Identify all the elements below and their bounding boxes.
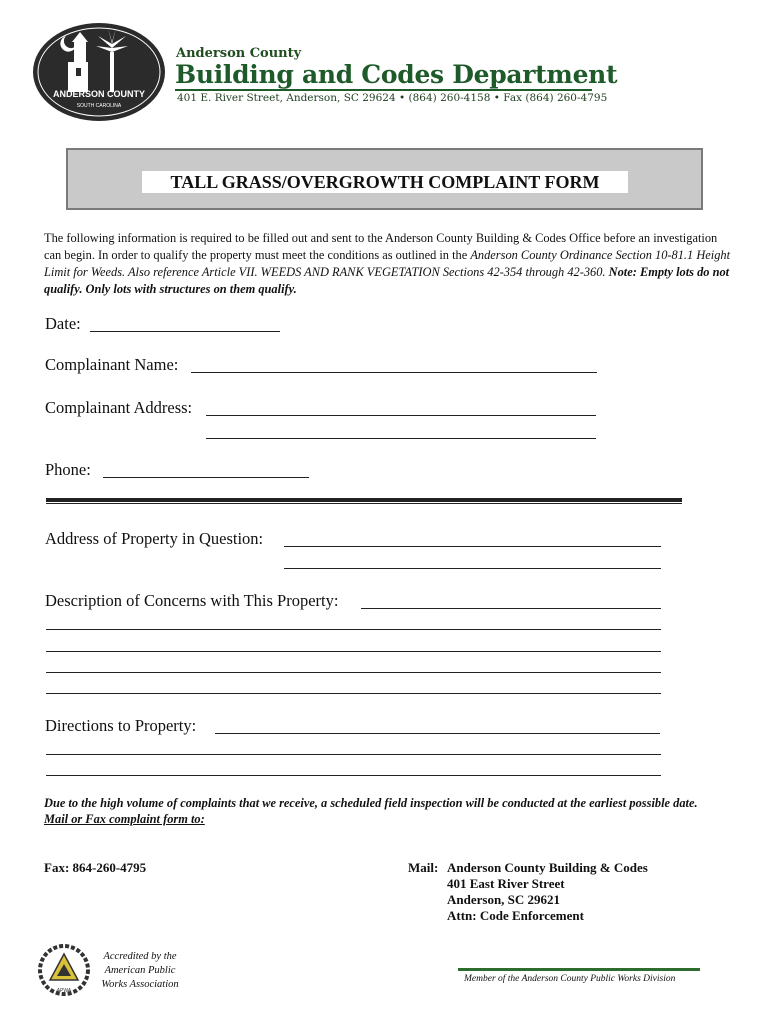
accreditation-text: Accredited by the American Public Works Association (101, 951, 179, 990)
property-address-line-1[interactable] (284, 546, 661, 547)
phone-line[interactable] (103, 477, 309, 478)
mail-address (447, 860, 648, 924)
intro-text: The following information is required to be filled out and sent to the Anderson County Building & Codes Office before an investigation can begin. In order to qualify the property must meet the conditions as outlined in the (44, 231, 718, 262)
date-line[interactable] (90, 331, 280, 332)
header-address: 401 E. River Street, Anderson, SC 29624 • (864) 260-4158 • Fax (864) 260-4795 (177, 92, 608, 104)
header-rule (175, 89, 592, 91)
complainant-address-line-2[interactable] (206, 438, 596, 439)
phone-label: Phone: (45, 460, 91, 479)
directions-label: Directions to Property: (45, 716, 197, 735)
mail-label: Mail: (408, 860, 439, 875)
directions-line-2[interactable] (46, 754, 661, 755)
complainant-name-label: Complainant Name: (45, 355, 179, 374)
apwa-logo (38, 944, 90, 996)
seal-subtext: SOUTH CAROLINA (76, 103, 122, 109)
concerns-label: Description of Concerns with This Property: (45, 591, 339, 610)
mail-line-1: Anderson County Building & Codes (447, 860, 648, 875)
complainant-address-label: Complainant Address: (45, 398, 193, 417)
intro-paragraph (44, 230, 734, 298)
mail-line-4: Attn: Code Enforcement (447, 908, 584, 923)
apwa-logo-text: APWA (56, 988, 72, 994)
complainant-address-line-1[interactable] (206, 415, 596, 416)
mail-line-2: 401 East River Street (447, 876, 565, 891)
intro-ordinance: Anderson County Ordinance Section 10-81.1 Height Limit for Weeds. Also reference Article VII. WEEDS AND RANK VEGETATION Sections 42-354 through 42-360. (44, 248, 731, 279)
property-address-line-2[interactable] (284, 568, 661, 569)
fax-number: Fax: 864-260-4795 (44, 860, 147, 875)
date-label: Date: (45, 314, 81, 333)
header-county: Anderson County (176, 46, 302, 61)
property-address-label: Address of Property in Question: (45, 529, 264, 548)
directions-line-1[interactable] (215, 733, 660, 734)
concerns-line-3[interactable] (46, 651, 661, 652)
form-title: TALL GRASS/OVERGROWTH COMPLAINT FORM (142, 171, 628, 193)
section-separator (46, 498, 682, 502)
mail-line-3: Anderson, SC 29621 (447, 892, 561, 907)
concerns-line-4[interactable] (46, 672, 661, 673)
concerns-line-5[interactable] (46, 693, 661, 694)
member-text: Member of the Anderson County Public Works Division (464, 974, 676, 984)
complainant-name-line[interactable] (191, 372, 597, 373)
mail-fax-instruction: Mail or Fax complaint form to: (44, 812, 205, 826)
seal-text: ANDERSON COUNTY (52, 89, 146, 99)
header-department: Building and Codes Department (175, 60, 618, 89)
concerns-line-1[interactable] (361, 608, 661, 609)
county-seal-logo (32, 22, 166, 122)
intro-note: Note: Empty lots do not qualify. Only lots with structures on them qualify. (44, 265, 730, 296)
inspection-note-text: Due to the high volume of complaints that we receive, a scheduled field inspection will be conducted at the earliest possible date. (44, 796, 698, 810)
directions-line-3[interactable] (46, 775, 661, 776)
inspection-note (44, 795, 724, 827)
concerns-line-2[interactable] (46, 629, 661, 630)
footer-rule (458, 968, 700, 971)
section-separator-thin (46, 503, 682, 504)
